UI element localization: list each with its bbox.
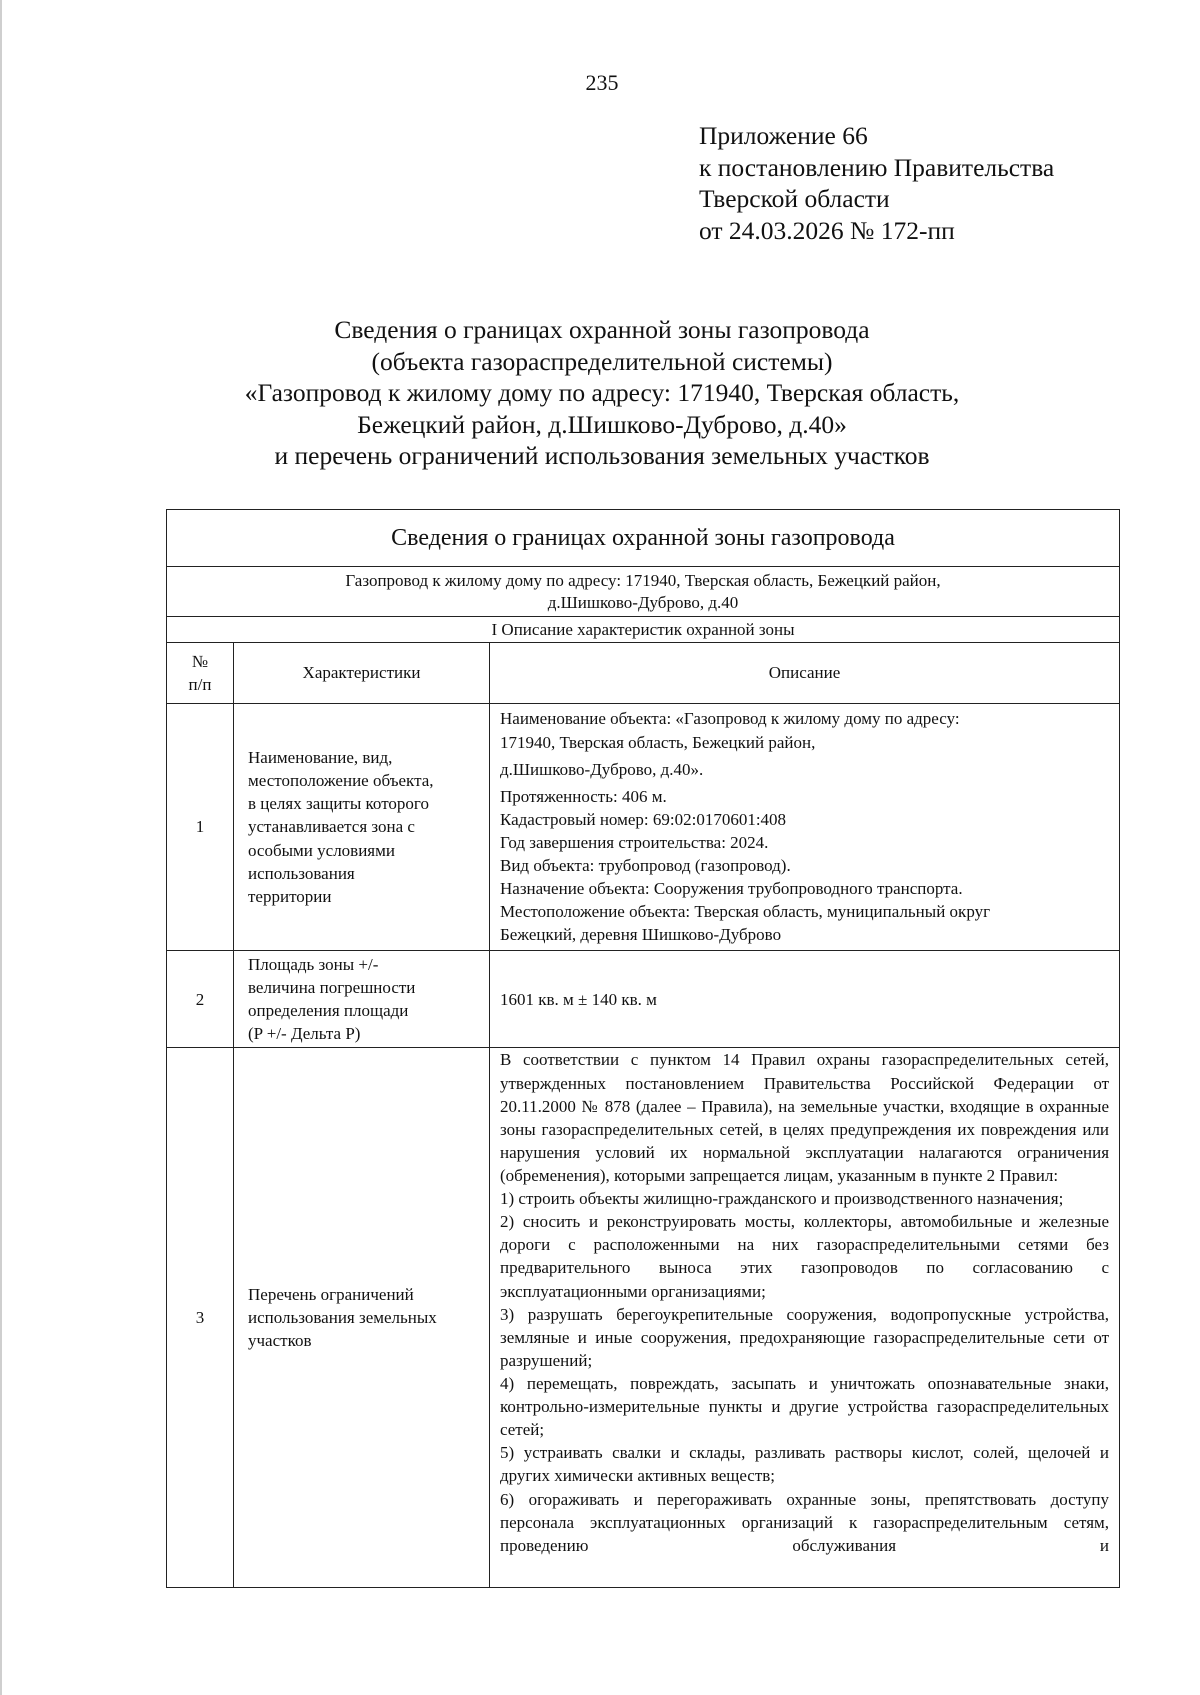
restriction-item: 1) строить объекты жилищно-гражданского и производственного назначения; [500,1189,1064,1209]
row-characteristic [234,951,490,1048]
title-line: Бежецкий район, д.Шишково-Дуброво, д.40» [357,409,847,439]
characteristic-line: Перечень ограничений [248,1285,414,1305]
document-title [2,314,1200,472]
characteristic-line: использования [248,863,355,883]
row-description: 1601 кв. м ± 140 кв. м [490,951,1120,1048]
restriction-item: 6) огораживать и перегораживать охранные зоны, препятствовать доступу персонала эксплуатационных организаций к газораспределительным сетям, проведению обслуживания и [500,1489,1110,1555]
zone-table [166,509,1120,1588]
table-row [167,704,1120,951]
title-line: (объекта газораспределительной системы) [371,346,833,376]
table-object-name [167,567,1120,617]
page-number: 235 [585,70,619,95]
description-line: Вид объекта: трубопровод (газопровод). [500,856,791,876]
object-name-line: д.Шишково-Дуброво, д.40 [547,592,739,612]
characteristic-line: в целях защиты которого [248,794,429,814]
appendix-block [699,120,1054,246]
title-line: «Газопровод к жилому дому по адресу: 171940, Тверская область, [244,378,960,407]
table-row [167,1048,1120,1588]
characteristic-line: территории [248,886,332,906]
table-row [167,951,1120,1048]
characteristic-line: участков [248,1331,312,1351]
restrictions-intro: В соответствии с пунктом 14 Правил охраны газораспределительных сетей, утвержденных постановлением Правительства Российской Федерации от 20.11.2000 № 878 (далее – Правила), на земельные участки, входящие в охранные зоны газораспределительных сетей, в целях предупреждения их повреждения или нарушения условий их нормальной эксплуатации налагаются ограничения (обременения), которыми запрещается лицам, указанным в пункте 2 Правил: [500,1050,1110,1185]
description-line: Год завершения строительства: 2024. [500,833,769,852]
description-line: Назначение объекта: Сооружения трубопроводного транспорта. [500,879,963,899]
appendix-line: Тверской области [699,184,890,213]
characteristic-line: особыми условиями [248,840,395,860]
characteristic-line: (P +/- Дельта P) [248,1024,361,1044]
characteristic-line: Площадь зоны +/- [248,955,379,974]
table-heading: Сведения о границах охранной зоны газопровода [167,510,1120,567]
row-description [490,704,1120,951]
characteristic-line: местоположение объекта, [248,771,434,791]
row-description [490,1048,1120,1588]
characteristic-line: Наименование, вид, [248,748,393,768]
appendix-line: к постановлению Правительства [699,152,1055,182]
characteristic-line: определения площади [248,1001,409,1021]
row-characteristic [234,704,490,951]
table-section-title: I Описание характеристик охранной зоны [167,617,1120,643]
appendix-line: от 24.03.2026 № 172-пп [699,215,955,245]
description-line: Кадастровый номер: 69:02:0170601:408 [500,809,787,829]
column-header-characteristics: Характеристики [234,643,490,704]
object-name-line: Газопровод к жилому дому по адресу: 171940, Тверская область, Бежецкий район, [345,571,941,591]
description-line: Протяженность: 406 м. [500,786,667,806]
row-number: 2 [167,951,234,1048]
row-number: 3 [167,1048,234,1588]
table-header-row [167,643,1120,704]
description-line: 171940, Тверская область, Бежецкий район, [500,732,816,752]
title-line: Сведения о границах охранной зоны газопровода [334,315,870,344]
column-header-description: Описание [490,643,1120,704]
column-header-num-line: № [191,651,209,671]
description-line: д.Шишково-Дуброво, д.40». [500,759,704,779]
restriction-item: 2) сносить и реконструировать мосты, коллекторы, автомобильные и железные дороги с расположенными на них газораспределительными сетями без предварительного выноса этих газопроводов по согласованию с эксплуатационными организациями; [500,1212,1110,1301]
characteristic-line: использования земельных [248,1308,437,1328]
restriction-item: 4) перемещать, повреждать, засыпать и уничтожать опознавательные знаки, контрольно-измерительные пункты и другие устройства газораспределительных сетей; [500,1373,1110,1440]
row-number: 1 [167,704,234,951]
column-header-num-line: п/п [188,675,212,694]
restriction-item: 5) устраивать свалки и склады, разливать растворы кислот, солей, щелочей и других химически активных веществ; [500,1443,1110,1486]
restriction-item: 3) разрушать берегоукрепительные сооружения, водопропускные устройства, земляные и иные сооружения, предохраняющие газораспределительные сети от разрушений; [500,1304,1110,1370]
description-line: Наименование объекта: «Газопровод к жилому дому по адресу: [500,709,960,729]
description-line: Бежецкий, деревня Шишково-Дуброво [500,925,782,945]
description-line: Местоположение объекта: Тверская область, муниципальный округ [500,902,991,922]
characteristic-line: устанавливается зона с [248,817,415,837]
row-characteristic [234,1048,490,1588]
title-line: и перечень ограничений использования земельных участков [274,441,930,470]
characteristic-line: величина погрешности [248,978,416,998]
appendix-line: Приложение 66 [699,121,868,150]
column-header-num [167,643,234,704]
